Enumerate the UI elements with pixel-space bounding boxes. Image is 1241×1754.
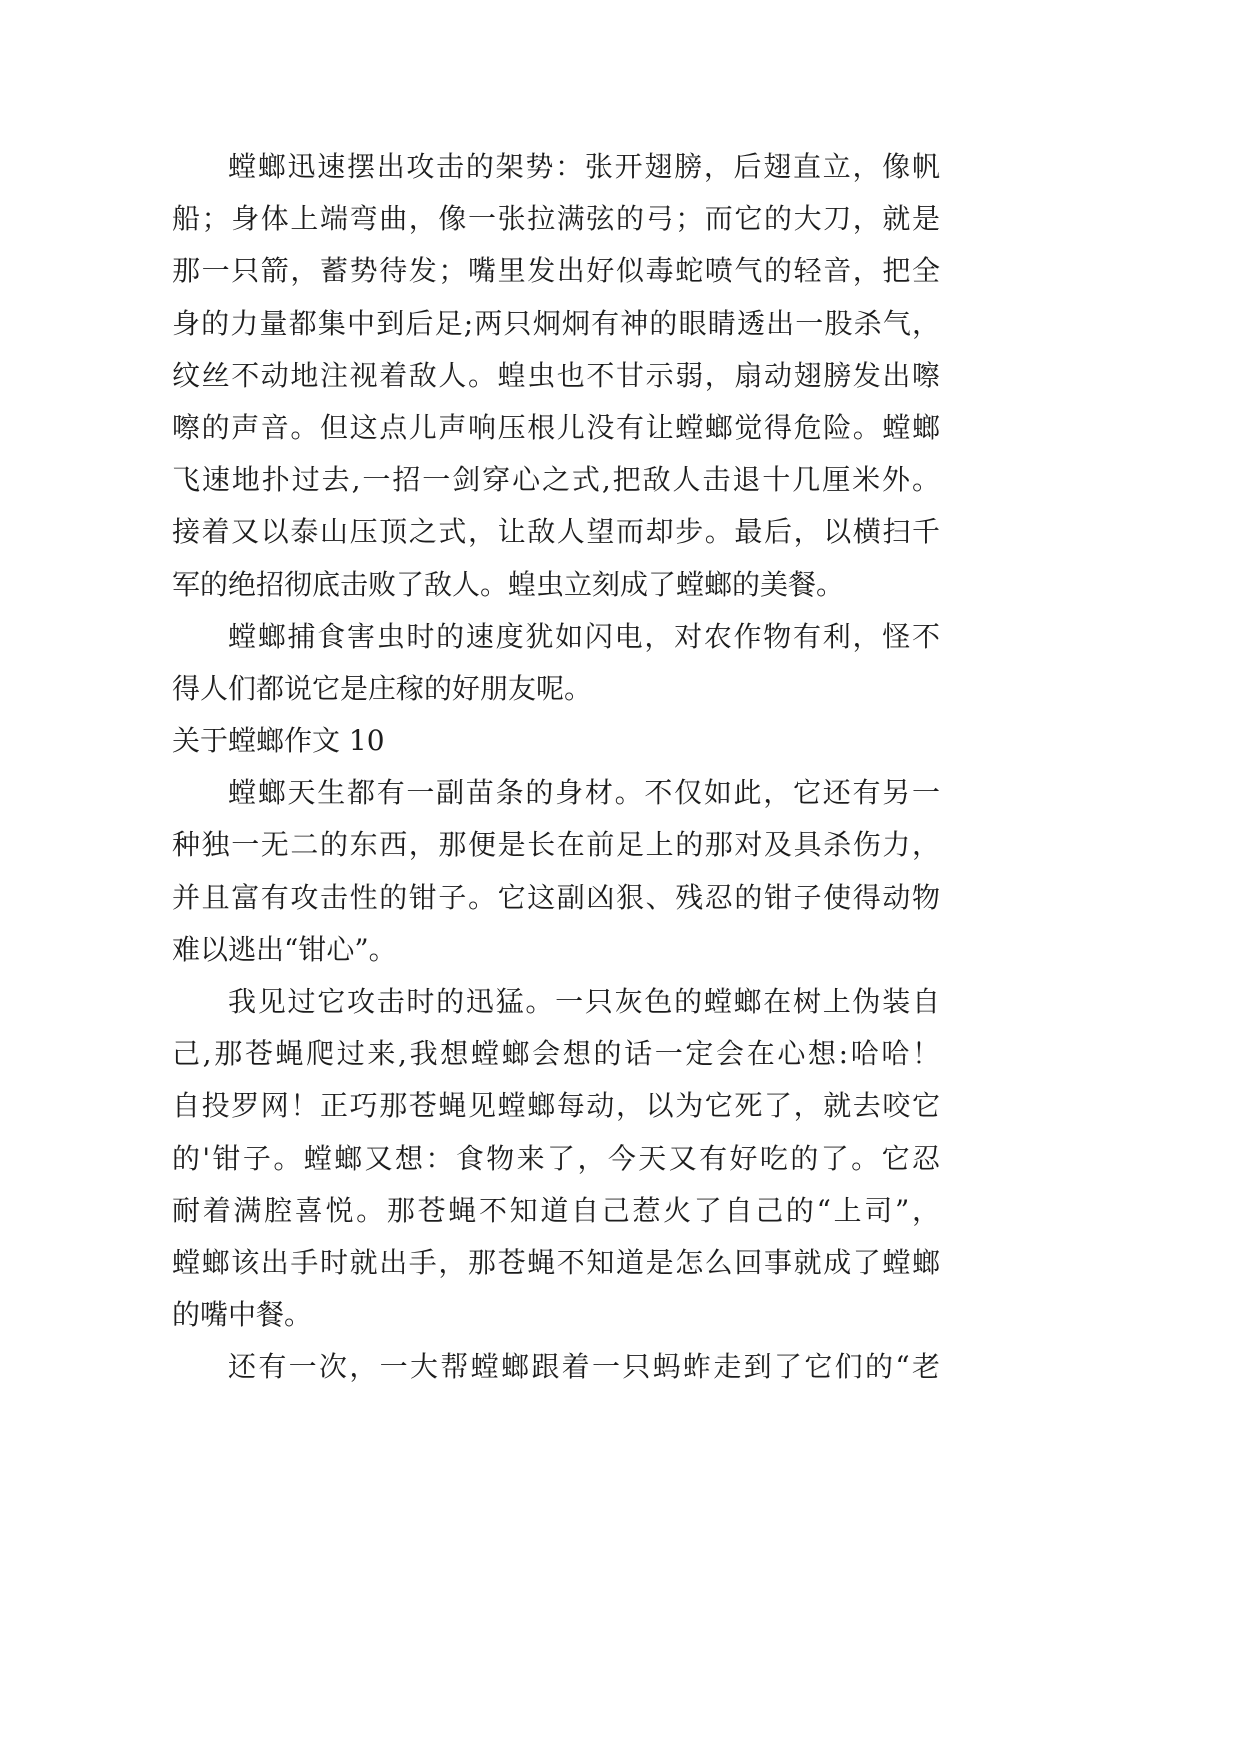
text-line: 身的力量都集中到后足;两只炯炯有神的眼睛透出一股杀气，: [172, 306, 940, 340]
paragraph: [172, 767, 940, 976]
text-line: 船；身体上端弯曲，像一张拉满弦的弓；而它的大刀，就是: [172, 202, 940, 236]
text-line: 螳螂捕食害虫时的速度犹如闪电，对农作物有利，怪不: [228, 619, 940, 653]
text-line: 螳螂迅速摆出攻击的架势：张开翅膀，后翅直立，像帆: [228, 150, 940, 183]
text-line: 己,那苍蝇爬过来,我想螳螂会想的话一定会在心想:哈哈！: [172, 1037, 940, 1071]
document-body: [172, 141, 940, 1394]
text-line: 军的绝招彻底击败了敌人。蝗虫立刻成了螳螂的美餐。: [172, 567, 845, 601]
text-line: 螳螂天生都有一副苗条的身材。不仅如此，它还有另一: [228, 776, 940, 810]
text-line: 接着又以泰山压顶之式，让敌人望而却步。最后，以横扫千: [172, 515, 940, 549]
text-line: 的嘴中餐。: [172, 1298, 313, 1332]
text-line: 纹丝不动地注视着敌人。蝗虫也不甘示弱，扇动翅膀发出嚓: [172, 358, 940, 392]
paragraph: [172, 141, 940, 611]
text-line: 耐着满腔喜悦。那苍蝇不知道自己惹火了自己的“上司”，: [172, 1193, 940, 1227]
text-line: 还有一次，一大帮螳螂跟着一只蚂蚱走到了它们的“老: [228, 1350, 940, 1384]
text-line: 自投罗网！正巧那苍蝇见螳螂每动，以为它死了，就去咬它: [172, 1089, 940, 1123]
text-line: 难以逃出“钳心”。: [172, 932, 397, 966]
section-heading: 关于螳螂作文 10: [172, 724, 385, 758]
text-line: 那一只箭，蓄势待发；嘴里发出好似毒蛇喷气的轻音，把全: [172, 254, 940, 288]
paragraph: [172, 1341, 940, 1393]
text-line: 得人们都说它是庄稼的好朋友呢。: [172, 671, 593, 705]
text-line: 种独一无二的东西，那便是长在前足上的那对及具杀伤力，: [172, 828, 940, 862]
paragraph: [172, 611, 940, 715]
text-line: 飞速地扑过去,一招一剑穿心之式,把敌人击退十几厘米外。: [172, 463, 940, 497]
text-line: 螳螂该出手时就出手，那苍蝇不知道是怎么回事就成了螳螂: [172, 1245, 940, 1279]
text-line: 的'钳子。螳螂又想：食物来了，今天又有好吃的了。它忍: [172, 1141, 940, 1175]
text-line: 并且富有攻击性的钳子。它这副凶狠、残忍的钳子使得动物: [172, 880, 940, 914]
text-line: 嚓的声音。但这点儿声响压根儿没有让螳螂觉得危险。螳螂: [172, 410, 940, 444]
paragraph: [172, 976, 940, 1341]
text-line: 我见过它攻击时的迅猛。一只灰色的螳螂在树上伪装自: [228, 985, 940, 1018]
